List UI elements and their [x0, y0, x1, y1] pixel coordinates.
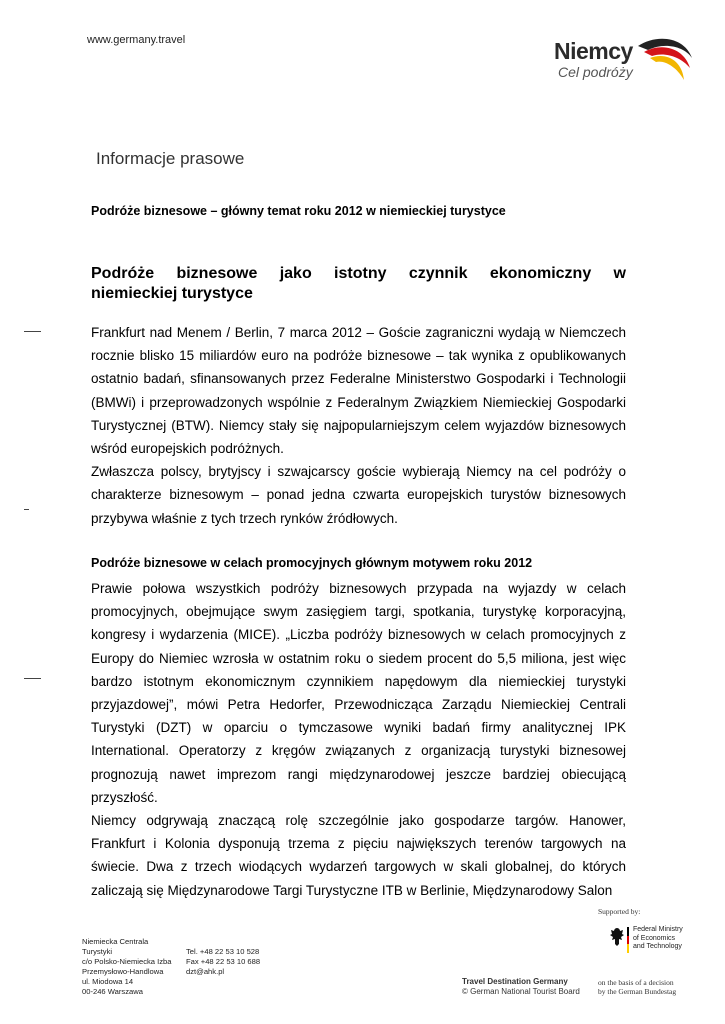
body-section-1	[91, 321, 626, 530]
logo-subtitle: Cel podróży	[558, 64, 633, 80]
press-release-label: Informacje prasowe	[96, 149, 245, 168]
ministry-line: Federal Ministry	[633, 926, 683, 933]
tdg-line-1: Travel Destination Germany	[462, 977, 568, 986]
address-line: 00-246 Warszawa	[82, 987, 143, 996]
document-subtitle: Podróże biznesowe – główny temat roku 2012 w niemieckiej turystyce	[91, 204, 506, 218]
supported-by-label: Supported by:	[598, 907, 641, 916]
bundestag-basis	[598, 978, 676, 996]
address-line: Przemysłowo-Handlowa	[82, 967, 164, 976]
address-line: Turystyki	[82, 947, 113, 956]
fax: Fax +48 22 53 10 688	[186, 957, 261, 966]
niemcy-logo	[548, 36, 698, 94]
paragraph: Prawie połowa wszystkich podróży biznesowych przypada na wyjazdy w celach promocyjnych, obejmujące swym zasięgiem targi, spotkania, turystykę korporacyjną, kongresy i wydarzenia (MICE). „Liczba podróży biznesowych w celach promocyjnych z Europy do Niemiec wzrosła w ostatnim roku o siedem procent do 5,5 miliona, jest więc bardzo istotnym ekonomicznym czynnikiem napędowym dla niemieckiej turystyki przyjazdowej”, mówi Petra Hedorfer, Przewodnicząca Zarządu Niemieckiej Centrali Turystyki (DZT) w oparciu o tymczasowe wyniki badań firmy analitycznej IPK International. Operatorzy z kręgów związanych z organizacją turystyki biznesowej prognozują nawet imprezom rangi międzynarodowej jeszcze bardziej obiecującą przyszłość.	[91, 581, 626, 805]
heading-line-2: niemieckiej turystyce	[91, 285, 253, 302]
footer-address	[82, 937, 182, 997]
swoosh-logo-icon	[634, 36, 698, 94]
margin-mark	[24, 678, 41, 679]
paragraph: Zwłaszcza polscy, brytyjscy i szwajcarscy goście wybierają Niemcy na cel podróży o charakterze biznesowym – ponad jedna czwarta europejskich turystów biznesowych przybywa właśnie z tych trzech rynków źródłowych.	[91, 464, 626, 526]
main-heading	[91, 264, 626, 304]
address-line: ul. Miodowa 14	[82, 977, 134, 986]
basis-line: on the basis of a decision	[598, 978, 674, 987]
email-link[interactable]: dzt@ahk.pl	[186, 967, 225, 976]
address-line: Niemiecka Centrala	[82, 937, 149, 946]
ministry-name	[633, 926, 683, 952]
paragraph: Frankfurt nad Menem / Berlin, 7 marca 2012 – Goście zagraniczni wydają w Niemczech rocznie blisko 15 miliardów euro na podróże biznesowe – tak wynika z opublikowanych ostatnio badań, sfinansowanych przez Federalne Ministerstwo Gospodarki i Technologii (BMWi) i przeprowadzonych wspólnie z Federalnym Związkiem Niemieckiej Gospodarki Turystycznej (BTW). Niemcy stały się najpopularniejszym celem wyjazdów biznesowych wśród europejskich podróżnych.	[91, 325, 626, 457]
federal-eagle-icon	[609, 927, 625, 947]
heading-line-1: Podróże biznesowe jako istotny czynnik ekonomiczny w	[91, 265, 626, 282]
website-url: www.germany.travel	[87, 34, 186, 46]
section-heading: Podróże biznesowe w celach promocyjnych głównym motywem roku 2012	[91, 556, 533, 570]
phone: Tel. +48 22 53 10 528	[186, 947, 260, 956]
logo-title: Niemcy	[554, 38, 633, 64]
footer-contact	[186, 947, 306, 977]
ministry-line: of Economics	[633, 934, 676, 942]
ministry-line: and Technology	[633, 943, 682, 950]
tdg-line-2: © German National Tourist Board	[462, 986, 580, 996]
address-line: c/o Polsko-Niemiecka Izba	[82, 957, 172, 966]
travel-destination-germany	[462, 977, 580, 996]
paragraph: Niemcy odgrywają znaczącą rolę szczególnie jako gospodarze targów. Hanower, Frankfurt i Kolonia dysponują trzema z pięciu największych terenów targowych na świecie. Dwa z trzech wiodących wydarzeń targowych w skali globalnej, do których zaliczają się Międzynarodowe Targi Turystyczne ITB w Berlinie, Międzynarodowy Salon	[91, 813, 626, 898]
margin-mark	[24, 509, 29, 510]
basis-line: by the German Bundestag	[598, 987, 677, 996]
body-section-2	[91, 577, 626, 902]
german-flag-bar	[627, 927, 629, 953]
margin-mark	[24, 331, 41, 332]
